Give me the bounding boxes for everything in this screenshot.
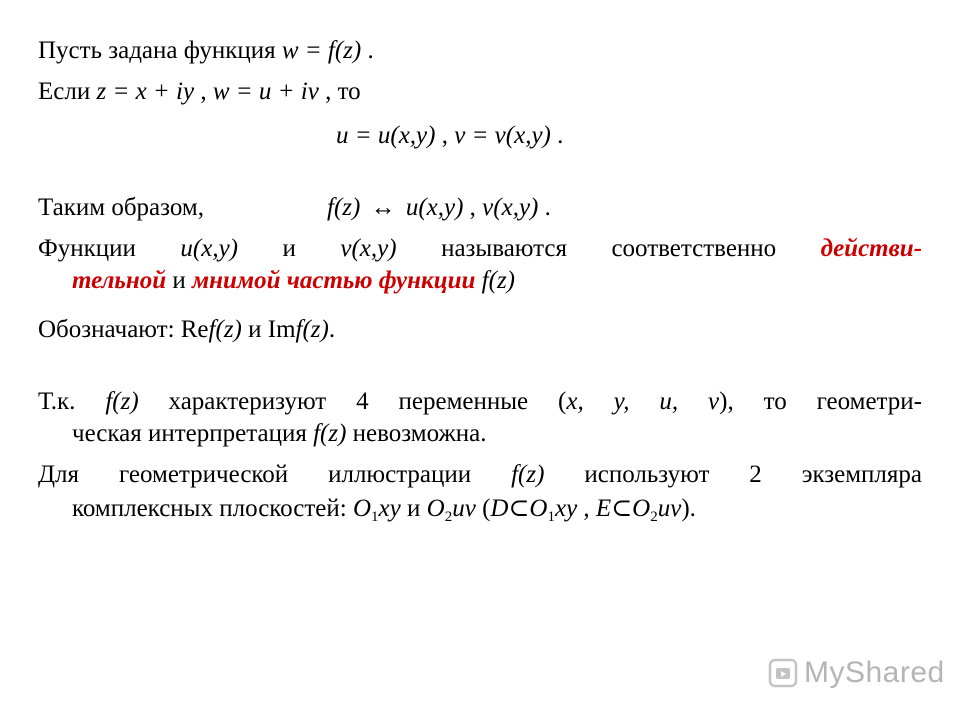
text: характеризуют 4 переменные ( <box>138 388 567 415</box>
text: , <box>194 78 213 105</box>
line-11 <box>72 494 696 524</box>
formula-w: w = u + iv <box>212 78 319 105</box>
text: . <box>328 316 336 343</box>
text: . <box>361 37 374 64</box>
plane-symbol: O <box>632 495 651 522</box>
formula-v: v(x,y) <box>482 194 539 221</box>
plane-symbol: xy <box>554 495 578 522</box>
text: Функции <box>38 235 181 262</box>
plane-symbol: uv <box>657 495 682 522</box>
highlight-term: действи- <box>820 235 923 262</box>
text: . <box>550 122 564 149</box>
watermark-text: MyShared <box>804 656 945 689</box>
line-6 <box>72 266 515 296</box>
text: . <box>538 194 551 221</box>
line-2 <box>38 77 361 107</box>
subset-icon: ⊂ <box>508 495 530 522</box>
highlight-term: мнимой частью функции <box>192 267 476 294</box>
text: , то <box>318 78 361 105</box>
plane-symbol: O <box>529 495 548 522</box>
subscript: 1 <box>371 509 379 525</box>
text: называются соответственно <box>441 235 821 262</box>
text: и <box>166 267 193 294</box>
text: комплексных плоскостей: <box>72 495 353 522</box>
formula-v: v(x,y) <box>340 235 397 262</box>
myshared-logo-icon <box>768 658 798 688</box>
text: , <box>435 122 455 149</box>
text: ), то геометри- <box>719 388 922 415</box>
double-arrow-icon: ↔ <box>370 194 396 221</box>
text: невозможна. <box>346 420 487 447</box>
text: Пусть задана функция <box>38 37 282 64</box>
plane-symbol: O <box>426 495 445 522</box>
text: , <box>577 495 596 522</box>
text: Таким образом, <box>38 194 204 221</box>
formula-w: w = f(z) <box>281 37 362 64</box>
set-symbol: D <box>490 495 509 522</box>
line-4 <box>38 193 204 223</box>
text: используют 2 экземпляра <box>544 461 923 488</box>
text: ( <box>475 495 491 522</box>
line-3 <box>336 121 563 151</box>
formula-fz: f(z) <box>313 420 347 447</box>
formula-u: u = u(x,y) <box>336 122 436 149</box>
formula-u: u(x,y) <box>180 235 238 262</box>
text: ческая интерпретация <box>72 420 314 447</box>
subscript: 2 <box>650 509 658 525</box>
line-5 <box>38 234 922 264</box>
set-symbol: E <box>595 495 612 522</box>
formula-u: u(x,y) <box>405 194 464 221</box>
watermark <box>768 655 945 691</box>
text: Обозначают: Re <box>38 316 209 343</box>
line-4-formula <box>327 193 551 223</box>
line-8 <box>38 387 922 417</box>
formula-vars: x, y, u, v <box>566 388 720 415</box>
formula-fz: f(z) <box>105 388 139 415</box>
line-7 <box>38 315 335 345</box>
formula-z: z = x + iy <box>96 78 195 105</box>
text: ). <box>681 495 696 522</box>
formula-fz: f(z) <box>481 267 515 294</box>
text: и <box>400 495 427 522</box>
text: Т.к. <box>38 388 76 415</box>
formula-fz: f(z) <box>511 461 545 488</box>
formula-fz: f(z) <box>208 316 242 343</box>
line-9 <box>72 419 487 449</box>
plane-symbol: uv <box>452 495 476 522</box>
formula-fz: f(z) <box>327 194 361 221</box>
formula-fz: f(z) <box>295 316 329 343</box>
text: Для геометрической иллюстрации <box>38 461 512 488</box>
subset-icon: ⊂ <box>611 495 633 522</box>
subscript: 1 <box>547 509 555 525</box>
plane-symbol: O <box>352 495 372 522</box>
text: Если <box>38 78 97 105</box>
line-10 <box>38 460 922 490</box>
text: , <box>463 194 483 221</box>
plane-symbol: xy <box>378 495 401 522</box>
highlight-term: тельной <box>72 267 167 294</box>
text: и <box>282 235 341 262</box>
subscript: 2 <box>444 509 453 525</box>
text: и Im <box>241 316 296 343</box>
line-1 <box>38 36 374 66</box>
formula-v: v = v(x,y) <box>454 122 551 149</box>
